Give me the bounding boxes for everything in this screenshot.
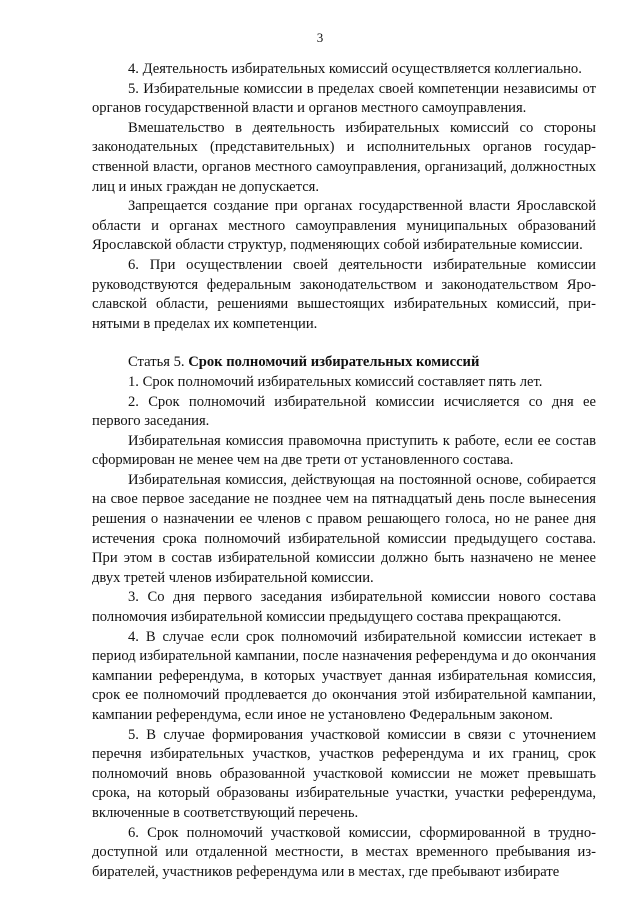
- article-title: Срок полномочий избирательных комиссий: [188, 354, 480, 371]
- section-spacer: [92, 334, 596, 353]
- paragraph: 3. Со дня первого заседания избирательной комиссии нового состава полномочия избирательной комиссии предыдущего состава прекращаются.: [92, 589, 596, 626]
- paragraph: 5. В случае формирования участковой комиссии в связи с уточнением перечня избирательных участков, участков референдума и их границ, срок полномочий вновь образованной участковой комиссии не может превышать срока, на который образованы избирательные участки, участки референдума, включенные в соответствующий перечень.: [92, 726, 596, 821]
- paragraph: Вмешательство в деятельность избирательных комиссий со стороны законодательных (представительных) и исполнительных органов государственной власти, органов местного самоуправления, организаций, должностных лиц и иных граждан не допускается.: [92, 119, 596, 195]
- page-number: 3: [316, 30, 324, 45]
- paragraph: 1. Срок полномочий избирательных комиссий составляет пять лет.: [128, 373, 543, 390]
- paragraph: 5. Избирательные комиссии в пределах своей компетенции независимы от органов государственной власти и органов местного самоуправления.: [92, 80, 596, 117]
- article-label: Статья 5.: [128, 354, 185, 371]
- paragraph: 6. Срок полномочий участковой комиссии, сформированной в труднодоступной или отдаленной местности, в местах временного пребывания избирателей, участников референдума или в местах, где пребывают избирате: [92, 824, 596, 880]
- paragraph: Избирательная комиссия, действующая на постоянной основе, собирается на свое первое заседание не позднее чем на пятнадцатый день после вынесения решения о назначении ее членов с правом решающего голоса, но не ранее дня истечения срока полномочий избирательной комиссии предыдущего состава. При этом в состав избирательной комиссии должно быть назначено не менее двух третей членов избирательной комиссии.: [92, 471, 596, 586]
- paragraph: 4. В случае если срок полномочий избирательной комиссии истекает в период избирательной кампании, после назначения референдума и до окончания кампании референдума, в которых участвует данная избирательная комиссия, срок ее полномочий продлевается до окончания этой избирательной кампании, кампании референдума, если иное не установлено Федеральным законом.: [92, 628, 596, 723]
- paragraph: 6. При осуществлении своей деятельности избирательные комиссии руководствуются федеральным законодательством и законодательством Ярославской области, решениями вышестоящих избирательных комиссий, принятыми в пределах их компетенции.: [92, 256, 596, 332]
- paragraph: Запрещается создание при органах государственной власти Ярославской области и органах местного самоуправления муниципальных образований Ярославской области структур, подменяющих собой избирательные комиссии.: [92, 198, 596, 254]
- document-body: [92, 60, 596, 882]
- paragraph: 2. Срок полномочий избирательной комиссии исчисляется со дня ее первого заседания.: [92, 393, 596, 430]
- paragraph: 4. Деятельность избирательных комиссий осуществляется коллегиально.: [128, 61, 582, 77]
- paragraph: Избирательная комиссия правомочна приступить к работе, если ее состав сформирован не менее чем на две трети от установленного состава.: [92, 432, 596, 469]
- article-heading: [92, 353, 596, 373]
